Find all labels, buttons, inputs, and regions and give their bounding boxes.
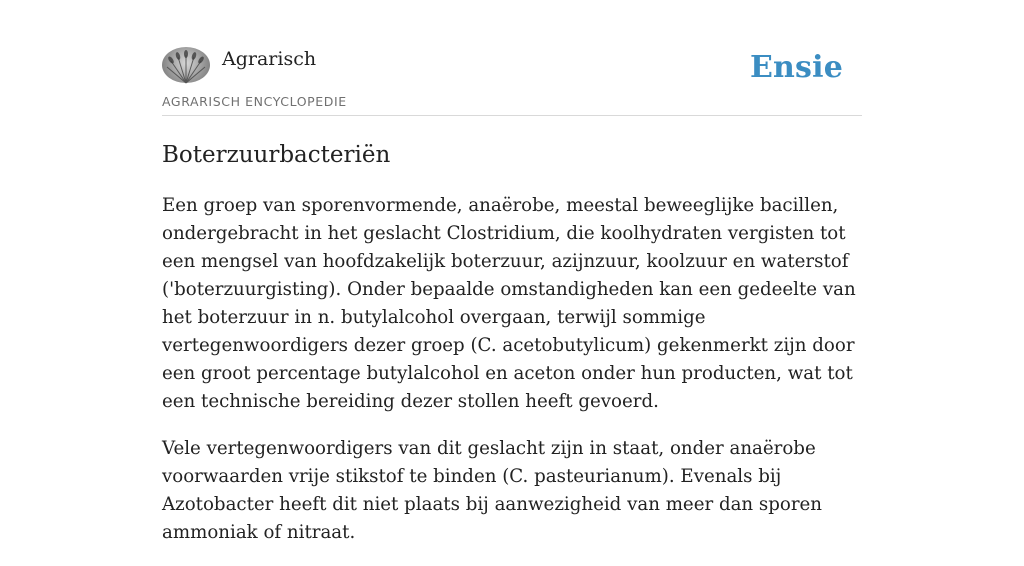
article-paragraph: Vele vertegenwoordigers van dit geslacht zijn in staat, onder anaërobe voorwaarden vrije stikstof te binden (C. pasteurianum). Evenals bij Azotobacter heeft dit niet plaats bij aanwezigheid van meer dan sporen ammoniak of nitraat. [162, 438, 823, 543]
article-paragraph: Een groep van sporenvormende, anaërobe, meestal beweeglijke bacillen, ondergebracht in het geslacht Clostridium, die koolhydraten vergisten tot een mengsel van hoofdzakelijk boterzuur, azijnzuur, koolzuur en waterstof ('boterzuurgisting). Onder bepaalde omstandigheden kan een gedeelte van het boterzuur in n. butylalcohol overgaan, terwijl sommige vertegenwoordigers dezer groep (C. acetobutylicum) gekenmerkt zijn door een groot percentage butylalcohol en aceton onder hun producten, wat tot een technische bereiding dezer stollen heeft gevoerd. [162, 195, 856, 412]
site-header [162, 44, 862, 116]
site-name[interactable]: Agrarisch [222, 48, 317, 70]
site-subtitle: AGRARISCH ENCYCLOPEDIE [162, 94, 347, 109]
brand-logo-link[interactable]: Ensie [749, 50, 843, 85]
page-title: Boterzuurbacteriën [162, 142, 391, 168]
wheat-sheaf-icon[interactable] [162, 47, 210, 83]
article-body [162, 192, 872, 566]
